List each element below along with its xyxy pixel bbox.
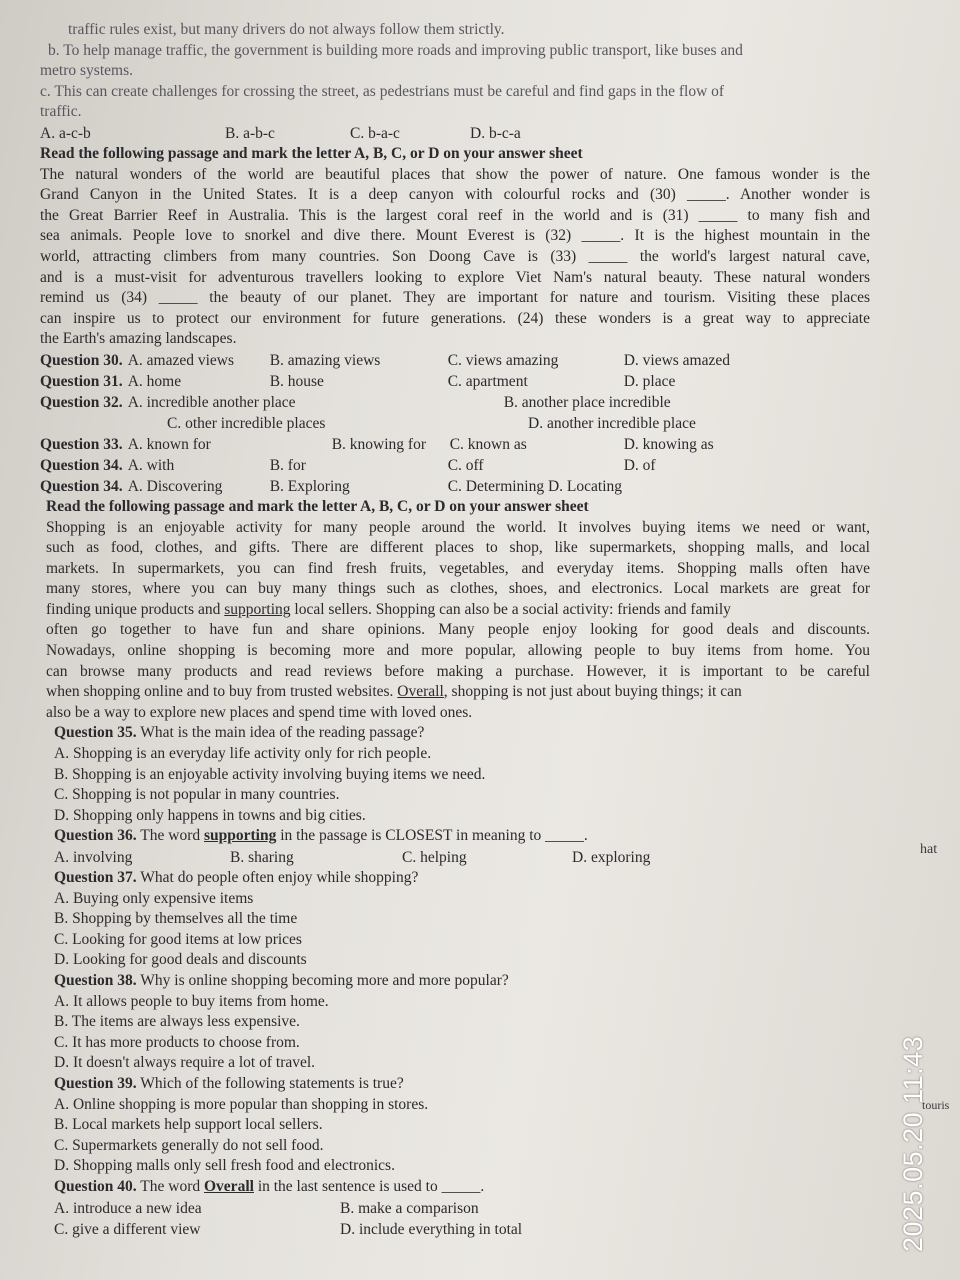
question-text: in the last sentence is used to _____. bbox=[253, 1177, 485, 1195]
passage2-line bbox=[46, 600, 870, 621]
keyword: Overall bbox=[204, 1177, 254, 1195]
option-d[interactable]: D. Shopping only happens in towns and big cities. bbox=[54, 806, 366, 824]
option-b[interactable]: B. Shopping by themselves all the time bbox=[54, 910, 298, 928]
underlined-word-overall: Overall bbox=[397, 683, 444, 701]
text-fragment: when shopping online and to buy from trusted websites. bbox=[46, 683, 398, 701]
option-d[interactable]: D. It doesn't always require a lot of travel. bbox=[54, 1054, 316, 1072]
passage2-line: Shopping is an enjoyable activity for many people around the world. It involves buying items we need or want, bbox=[46, 518, 870, 536]
text-fragment: finding unique products and bbox=[46, 600, 225, 618]
option-a[interactable]: A. Discovering bbox=[127, 477, 223, 495]
keyword: supporting bbox=[204, 827, 277, 845]
option-d[interactable]: D. include everything in total bbox=[340, 1220, 523, 1238]
option-d[interactable]: D. Shopping malls only sell fresh food and electronics. bbox=[54, 1157, 395, 1175]
question-30 bbox=[40, 350, 870, 371]
question-text: What is the main idea of the reading passage? bbox=[136, 724, 425, 742]
option-a[interactable]: A. It allows people to buy items from home. bbox=[54, 992, 329, 1010]
option-d[interactable]: D. knowing as bbox=[623, 435, 714, 453]
question-label: Question 40. bbox=[54, 1177, 137, 1195]
question-label: Question 34. bbox=[40, 456, 123, 474]
option-b[interactable]: B. amazing views bbox=[269, 351, 381, 369]
passage1-line: remind us (34) _____ the beauty of our planet. They are important for nature and tourism. Visiting these places bbox=[40, 289, 870, 307]
question-35-stem bbox=[54, 723, 870, 744]
question-38-stem bbox=[54, 971, 870, 992]
option-b[interactable]: B. make a comparison bbox=[340, 1199, 479, 1217]
passage1-line: The natural wonders of the world are beautiful places that show the power of nature. One famous wonder is the bbox=[40, 165, 870, 183]
question-40-stem bbox=[54, 1177, 870, 1198]
question-36-stem bbox=[54, 826, 870, 847]
passage2-line: also be a way to explore new places and spend time with loved ones. bbox=[46, 703, 473, 721]
passage1-line: sea animals. People love to snorkel and dive there. Mount Everest is (32) _____. It is the highest mountain in the bbox=[40, 227, 870, 245]
option-c[interactable]: C. off bbox=[447, 456, 484, 474]
option-b[interactable]: B. another place incredible bbox=[503, 393, 671, 411]
passage2-block bbox=[40, 497, 870, 724]
passage2-line: markets. In supermarkets, you can find fresh fruits, vegetables, and everyday items. Shopping malls often have bbox=[46, 559, 870, 577]
questions-block bbox=[40, 723, 870, 1239]
question-label: Question 33. bbox=[40, 435, 123, 453]
question-label: Question 34. bbox=[40, 477, 123, 495]
photo-timestamp: 2025.05.20 11:43 bbox=[898, 1035, 928, 1252]
passage1-line: the Great Barrier Reef in Australia. This is the largest coral reef in the world and is (31) _____ to many fish and bbox=[40, 206, 870, 224]
passage2-line: many stores, where you can buy many things such as clothes, shoes, and electronics. Local markets are great for bbox=[46, 580, 870, 598]
question-text: The word bbox=[136, 1177, 204, 1195]
margin-text-right: hat bbox=[920, 842, 938, 857]
option-c[interactable]: C. b-a-c bbox=[350, 124, 400, 142]
ordering-item-b-cont: metro systems. bbox=[40, 62, 133, 80]
option-c[interactable]: C. apartment bbox=[447, 372, 528, 390]
question-label: Question 37. bbox=[54, 869, 137, 886]
question-37-stem bbox=[54, 868, 870, 889]
text-fragment: , shopping is not just about buying things; it can bbox=[443, 683, 742, 701]
question-label: Question 35. bbox=[54, 724, 137, 742]
option-d[interactable]: D. another incredible place bbox=[528, 414, 696, 432]
ordering-item-b: b. To help manage traffic, the government is building more roads and improving public transport, like buses and bbox=[48, 41, 743, 59]
question-label: Question 38. bbox=[54, 971, 137, 989]
text-fragment: local sellers. Shopping can also be a social activity: friends and family bbox=[290, 600, 731, 618]
option-b[interactable]: B. knowing for bbox=[331, 435, 426, 453]
option-b[interactable]: B. Shopping is an enjoyable activity involving buying items we need. bbox=[54, 765, 486, 783]
question-label: Question 39. bbox=[54, 1074, 137, 1092]
option-c[interactable]: C. Supermarkets generally do not sell food. bbox=[54, 1136, 324, 1154]
option-b[interactable]: B. The items are always less expensive. bbox=[54, 1013, 300, 1031]
passage2-line: Nowadays, online shopping is becoming more and more popular, allowing people to buy items from home. You bbox=[46, 642, 870, 660]
option-d[interactable]: D. Looking for good deals and discounts bbox=[54, 951, 307, 969]
option-c[interactable]: C. It has more products to choose from. bbox=[54, 1033, 300, 1051]
option-a[interactable]: A. with bbox=[127, 456, 175, 474]
question-text: Why is online shopping becoming more and more popular? bbox=[136, 971, 509, 989]
ordering-item-c-cont: traffic. bbox=[40, 103, 82, 121]
exam-text-column bbox=[40, 20, 870, 1240]
option-a[interactable]: A. Buying only expensive items bbox=[54, 889, 254, 907]
option-a[interactable]: A. home bbox=[127, 372, 182, 390]
option-d[interactable]: D. views amazed bbox=[623, 351, 730, 369]
option-b[interactable]: B. a-b-c bbox=[225, 124, 275, 142]
option-d[interactable]: D. of bbox=[623, 456, 656, 474]
option-b[interactable]: B. Local markets help support local sellers. bbox=[54, 1116, 323, 1134]
option-c[interactable]: C. views amazing bbox=[447, 351, 559, 369]
option-a[interactable]: A. introduce a new idea bbox=[54, 1199, 202, 1217]
ordering-item-c: c. This can create challenges for crossing the street, as pedestrians must be careful and find gaps in the flow of bbox=[40, 82, 725, 100]
option-c-d[interactable]: C. Determining D. Locating bbox=[447, 477, 623, 495]
option-a[interactable]: A. Shopping is an everyday life activity only for rich people. bbox=[54, 745, 432, 763]
option-a[interactable]: A. amazed views bbox=[127, 351, 234, 369]
passage1-heading: Read the following passage and mark the letter A, B, C, or D on your answer sheet bbox=[40, 144, 583, 162]
option-c[interactable]: C. helping bbox=[402, 849, 467, 866]
question-32-cont bbox=[40, 413, 870, 434]
question-label: Question 30. bbox=[40, 351, 123, 369]
question-40-options-2 bbox=[54, 1219, 870, 1240]
ordering-line-a: traffic rules exist, but many drivers do not always follow them strictly. bbox=[68, 21, 505, 38]
option-a[interactable]: A. involving bbox=[54, 849, 133, 866]
option-d[interactable]: D. b-c-a bbox=[470, 124, 521, 142]
question-text: What do people often enjoy while shopping? bbox=[136, 869, 419, 886]
ordering-options bbox=[40, 123, 870, 144]
option-d[interactable]: D. place bbox=[623, 372, 676, 390]
option-b[interactable]: B. sharing bbox=[230, 849, 294, 866]
passage1-line: world, attracting climbers from many countries. Son Doong Cave is (33) _____ the world's largest natural cave, bbox=[40, 247, 870, 265]
question-text: in the passage is CLOSEST in meaning to _____. bbox=[276, 827, 588, 845]
option-c[interactable]: C. other incredible places bbox=[167, 414, 326, 432]
question-33 bbox=[40, 434, 870, 455]
question-40-options-1 bbox=[54, 1198, 870, 1219]
passage2-line: such as food, clothes, and gifts. There are different places to shop, like supermarkets, shopping malls, and local bbox=[46, 539, 870, 557]
option-b[interactable]: B. for bbox=[269, 456, 306, 474]
question-34-repeat bbox=[40, 476, 870, 497]
option-a[interactable]: A. known for bbox=[127, 435, 211, 453]
question-31 bbox=[40, 371, 870, 392]
passage2-line: often go together to have fun and share opinions. Many people enjoy looking for good deals and discounts. bbox=[46, 621, 870, 639]
option-c[interactable]: C. known as bbox=[449, 435, 527, 453]
question-39-stem bbox=[54, 1074, 870, 1095]
question-label: Question 31. bbox=[40, 372, 123, 390]
question-34 bbox=[40, 455, 870, 476]
question-label: Question 36. bbox=[54, 827, 137, 845]
option-c[interactable]: C. give a different view bbox=[54, 1220, 201, 1238]
question-text: Which of the following statements is true? bbox=[136, 1074, 404, 1092]
passage1-line: Grand Canyon in the United States. It is a deep canyon with colourful rocks and (30) _____. Another wonder is bbox=[40, 186, 870, 204]
question-36-options bbox=[54, 847, 870, 868]
option-d[interactable]: D. exploring bbox=[572, 849, 651, 866]
option-b[interactable]: B. Exploring bbox=[269, 477, 350, 495]
question-32 bbox=[40, 392, 870, 413]
margin-text-right: touris bbox=[922, 1098, 950, 1112]
passage2-line: can browse many products and read reviews before making a purchase. However, it is important to be careful bbox=[46, 662, 870, 680]
passage1-line: and is a must-visit for adventurous travellers looking to explore Viet Nam's natural beauty. These natural wonders bbox=[40, 268, 870, 286]
option-a[interactable]: A. Online shopping is more popular than shopping in stores. bbox=[54, 1095, 429, 1113]
option-c[interactable]: C. Shopping is not popular in many countries. bbox=[54, 786, 340, 804]
option-a[interactable]: A. incredible another place bbox=[127, 393, 296, 411]
passage2-heading: Read the following passage and mark the letter A, B, C, or D on your answer sheet bbox=[46, 497, 589, 515]
option-b[interactable]: B. house bbox=[269, 372, 324, 390]
question-label: Question 32. bbox=[40, 393, 123, 411]
passage1-line: the Earth's amazing landscapes. bbox=[40, 330, 237, 348]
passage2-line bbox=[46, 682, 870, 703]
passage1-line: can inspire us to protect our environment for future generations. (24) these wonders is a great way to appreciate bbox=[40, 309, 870, 327]
underlined-word-supporting: supporting bbox=[224, 600, 291, 618]
option-c[interactable]: C. Looking for good items at low prices bbox=[54, 930, 302, 948]
option-a[interactable]: A. a-c-b bbox=[40, 124, 91, 142]
question-text: The word bbox=[136, 827, 204, 845]
